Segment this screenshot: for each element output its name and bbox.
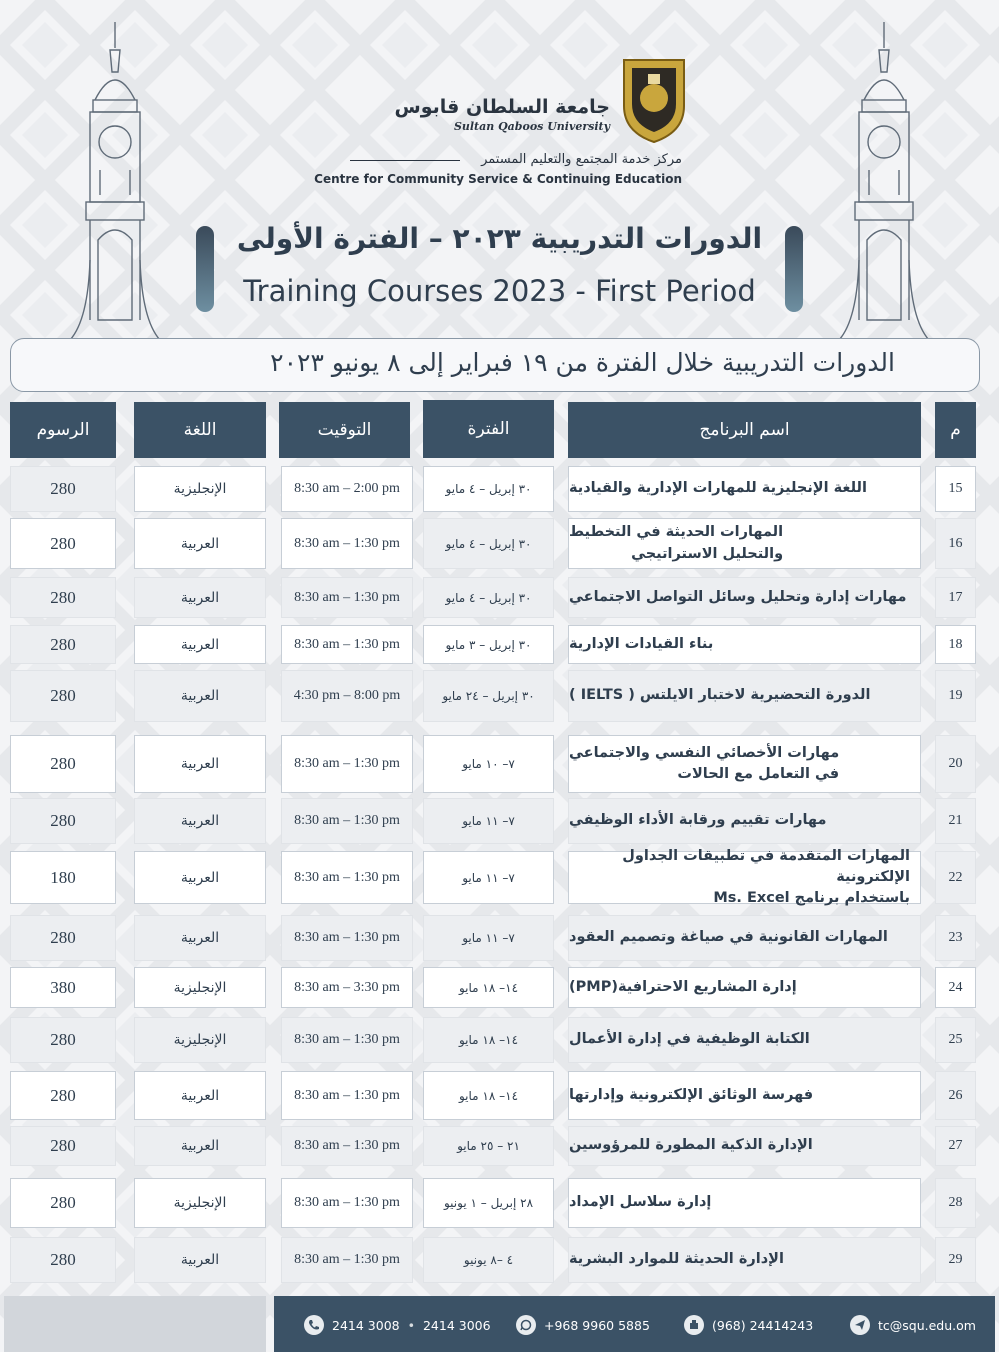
program-name-cell [568,670,921,722]
fee-cell: 280 [10,625,116,664]
program-name-line: بناء القيادات الإدارية [569,635,714,652]
period-cell: ٧– ١٠ مايو [423,735,554,793]
program-name-line: المهارات الحديثة في التخطيط [569,524,784,541]
language-cell: الإنجليزية [134,1178,266,1228]
header-timing: التوقيت [279,402,410,458]
fee-cell: 280 [10,735,116,793]
program-name-cell [568,1017,921,1063]
row-number-cell: 20 [935,735,976,793]
timing-cell: 8:30 am – 1:30 pm [281,1126,413,1166]
program-name-cell [568,1071,921,1120]
timing-cell: 8:30 am – 1:30 pm [281,851,413,904]
footer-fax [684,1315,813,1335]
email-address[interactable]: tc@squ.edu.om [878,1317,976,1333]
program-name-cell [568,847,921,907]
timing-cell: 8:30 am – 1:30 pm [281,798,413,844]
period-cell: ٣٠ إبريل – ٤ مايو [423,577,554,618]
language-cell: العربية [134,577,266,618]
table-row [0,625,999,664]
title-accent-bar-right [785,226,803,312]
table-row [0,518,999,569]
program-name-cell [568,466,921,512]
program-name-cell [568,735,921,793]
header-language: اللغة [134,402,266,458]
fee-cell: 180 [10,851,116,904]
program-name-line: إدارة سلاسل الإمداد [569,1194,712,1211]
program-name-cell [568,798,921,844]
period-cell: ١٤– ١٨ مايو [423,1017,554,1063]
phone-icon [304,1315,324,1335]
program-name-text [569,846,910,909]
university-name-arabic: جامعة السلطان قابوس [394,96,610,118]
table-row [0,670,999,722]
program-name-line: مهارات تقييم ورقابة الأداء الوظيفي [569,812,827,829]
program-name-cell [568,1126,921,1166]
header-period: الفترة [423,400,554,458]
period-cell: ٧– ١١ مايو [423,798,554,844]
page-title-arabic: الدورات التدريبية ٢٠٢٣ – الفترة الأولى [236,222,763,255]
program-name-line: في التعامل مع الحالات [677,766,840,782]
program-name-line: اللغة الإنجليزية للمهارات الإدارية والقيادية [569,480,867,497]
title-accent-bar-left [196,226,214,312]
footer-phones [304,1315,491,1335]
row-number-cell: 18 [935,625,976,664]
program-name-line: الكتابة الوظيفية في إدارة الأعمال [569,1031,810,1048]
fee-cell: 280 [10,915,116,961]
program-name-line: إدارة المشاريع الاحترافية(PMP) [569,978,797,995]
fee-cell: 280 [10,670,116,722]
language-cell: العربية [134,625,266,664]
fee-cell: 280 [10,1178,116,1228]
university-crest-icon [618,56,690,144]
right-tower-illustration [829,20,939,340]
language-cell: الإنجليزية [134,466,266,512]
program-name-cell [568,577,921,618]
left-tower-illustration [60,20,170,340]
period-cell: ١٤– ١٨ مايو [423,967,554,1008]
phone-separator: • [407,1317,415,1333]
table-row [0,735,999,793]
period-subtitle-text: الدورات التدريبية خلال الفترة من ١٩ فبراير إلى ٨ يونيو ٢٠٢٣ [270,348,895,377]
fax-icon [684,1315,704,1335]
program-name-line: الإدارة الحديثة للموارد البشرية [569,1251,784,1268]
row-number-cell: 29 [935,1237,976,1283]
row-number-cell: 24 [935,967,976,1008]
timing-cell: 8:30 am – 1:30 pm [281,577,413,618]
row-number-cell: 21 [935,798,976,844]
program-name-cell [568,915,921,961]
language-cell: العربية [134,798,266,844]
row-number-cell: 16 [935,518,976,569]
program-name-text [569,634,713,655]
program-name-text [569,1135,813,1156]
header-fees: الرسوم [10,402,116,458]
program-name-text [569,1085,813,1106]
row-number-cell: 28 [935,1178,976,1228]
program-name-text [569,522,783,564]
language-cell: العربية [134,851,266,904]
program-name-text [569,478,867,499]
program-name-text [569,587,906,608]
table-row [0,1178,999,1228]
period-cell: ٣٠ إبريل – ٤ مايو [423,466,554,512]
language-cell: العربية [134,735,266,793]
table-row [0,915,999,961]
fee-cell: 280 [10,1237,116,1283]
phone-number-1[interactable]: 2414 3008 [332,1317,400,1333]
page-title-block [196,222,803,318]
program-name-text [569,1192,711,1213]
timing-cell: 8:30 am – 1:30 pm [281,1017,413,1063]
header-number: م [935,402,976,458]
fax-number[interactable]: (968) 24414243 [712,1317,814,1333]
fee-cell: 280 [10,577,116,618]
table-row [0,1237,999,1283]
program-name-text [569,810,826,831]
row-number-cell: 26 [935,1071,976,1120]
timing-cell: 8:30 am – 1:30 pm [281,1071,413,1120]
fee-cell: 280 [10,466,116,512]
fee-cell: 280 [10,798,116,844]
timing-cell: 8:30 am – 3:30 pm [281,967,413,1008]
language-cell: العربية [134,670,266,722]
program-name-cell [568,967,921,1008]
row-number-cell: 19 [935,670,976,722]
fee-cell: 380 [10,967,116,1008]
row-number-cell: 15 [935,466,976,512]
program-name-text [569,685,870,706]
program-name-line: مهارات إدارة وتحليل وسائل التواصل الاجتماعي [569,588,907,605]
contact-footer [274,1296,995,1352]
program-name-text [569,1249,784,1270]
table-row [0,1126,999,1166]
period-cell: ٤ –٨ يونيو [423,1237,554,1283]
period-cell: ٣٠ إبريل – ٤ مايو [423,518,554,569]
timing-cell: 4:30 pm – 8:00 pm [281,670,413,722]
language-cell: العربية [134,915,266,961]
table-row [0,577,999,618]
language-cell: العربية [134,518,266,569]
phone-number-2[interactable]: 2414 3006 [422,1317,491,1333]
program-name-text [569,977,797,998]
table-row [0,466,999,512]
period-cell: ١٤– ١٨ مايو [423,1071,554,1120]
period-cell: ٣٠ إبريل – ٣ مايو [423,625,554,664]
footer-email [850,1315,976,1335]
table-row [0,1071,999,1120]
program-name-line: والتحليل الاستراتيجي [631,545,784,562]
program-name-text [569,927,888,948]
language-cell: الإنجليزية [134,1017,266,1063]
whatsapp-icon [516,1315,536,1335]
program-name-line: فهرسة الوثائق الإلكترونية وإدارتها [569,1086,814,1103]
table-row [0,967,999,1008]
timing-cell: 8:30 am – 1:30 pm [281,1178,413,1228]
program-name-line: الدورة التحضيرية لاختبار الايلتس ( IELTS ) [569,687,871,704]
language-cell: الإنجليزية [134,967,266,1008]
university-logo-block [314,54,700,194]
fee-cell: 280 [10,1017,116,1063]
centre-name-english: Centre for Community Service & Continuing Education [314,172,682,186]
fee-cell: 280 [10,518,116,569]
row-number-cell: 27 [935,1126,976,1166]
whatsapp-number[interactable]: +968 9960 5885 [544,1317,650,1333]
program-name-cell [568,1237,921,1283]
timing-cell: 8:30 am – 1:30 pm [281,915,413,961]
language-cell: العربية [134,1237,266,1283]
row-number-cell: 22 [935,851,976,904]
university-name-english: Sultan Qaboos University [453,120,610,133]
program-name-line: المهارات القانونية في صياغة وتصميم العقود [569,929,888,946]
program-name-text [569,743,839,785]
program-name-text [569,1029,810,1050]
program-name-cell [568,625,921,664]
period-cell: ٢٨ إبريل – ١ يونيو [423,1178,554,1228]
period-subtitle [10,338,980,392]
table-row [0,847,999,907]
program-name-line: الإدارة الذكية المطورة للمرؤوسين [569,1137,813,1154]
program-name-line: مهارات الأخصائي النفسي والاجتماعي [569,744,840,761]
timing-cell: 8:30 am – 1:30 pm [281,625,413,664]
row-number-cell: 25 [935,1017,976,1063]
program-name-line: المهارات المتقدمة في تطبيقات الجداول الإلكترونية [622,847,910,885]
header-program: اسم البرنامج [568,402,921,458]
timing-cell: 8:30 am – 2:00 pm [281,466,413,512]
period-cell: ٧– ١١ مايو [423,851,554,904]
centre-name-arabic: مركز خدمة المجتمع والتعليم المستمر [481,152,682,167]
period-cell: ٧– ١١ مايو [423,915,554,961]
program-name-cell [568,518,921,569]
row-number-cell: 23 [935,915,976,961]
table-row [0,798,999,844]
language-cell: العربية [134,1126,266,1166]
footer-left-panel [4,1296,266,1352]
timing-cell: 8:30 am – 1:30 pm [281,518,413,569]
row-number-cell: 17 [935,577,976,618]
timing-cell: 8:30 am – 1:30 pm [281,1237,413,1283]
period-cell: ٢١ – ٢٥ مايو [423,1126,554,1166]
program-name-cell [568,1178,921,1228]
language-cell: العربية [134,1071,266,1120]
period-cell: ٣٠ إبريل – ٢٤ مايو [423,670,554,722]
centre-divider [350,160,460,161]
fee-cell: 280 [10,1071,116,1120]
timing-cell: 8:30 am – 1:30 pm [281,735,413,793]
telegram-send-icon [850,1315,870,1335]
table-row [0,1017,999,1063]
footer-whatsapp [516,1315,650,1335]
fee-cell: 280 [10,1126,116,1166]
program-name-line: باستخدام برنامج Ms. Excel [713,890,910,907]
page-title-english: Training Courses 2023 - First Period [243,274,756,308]
